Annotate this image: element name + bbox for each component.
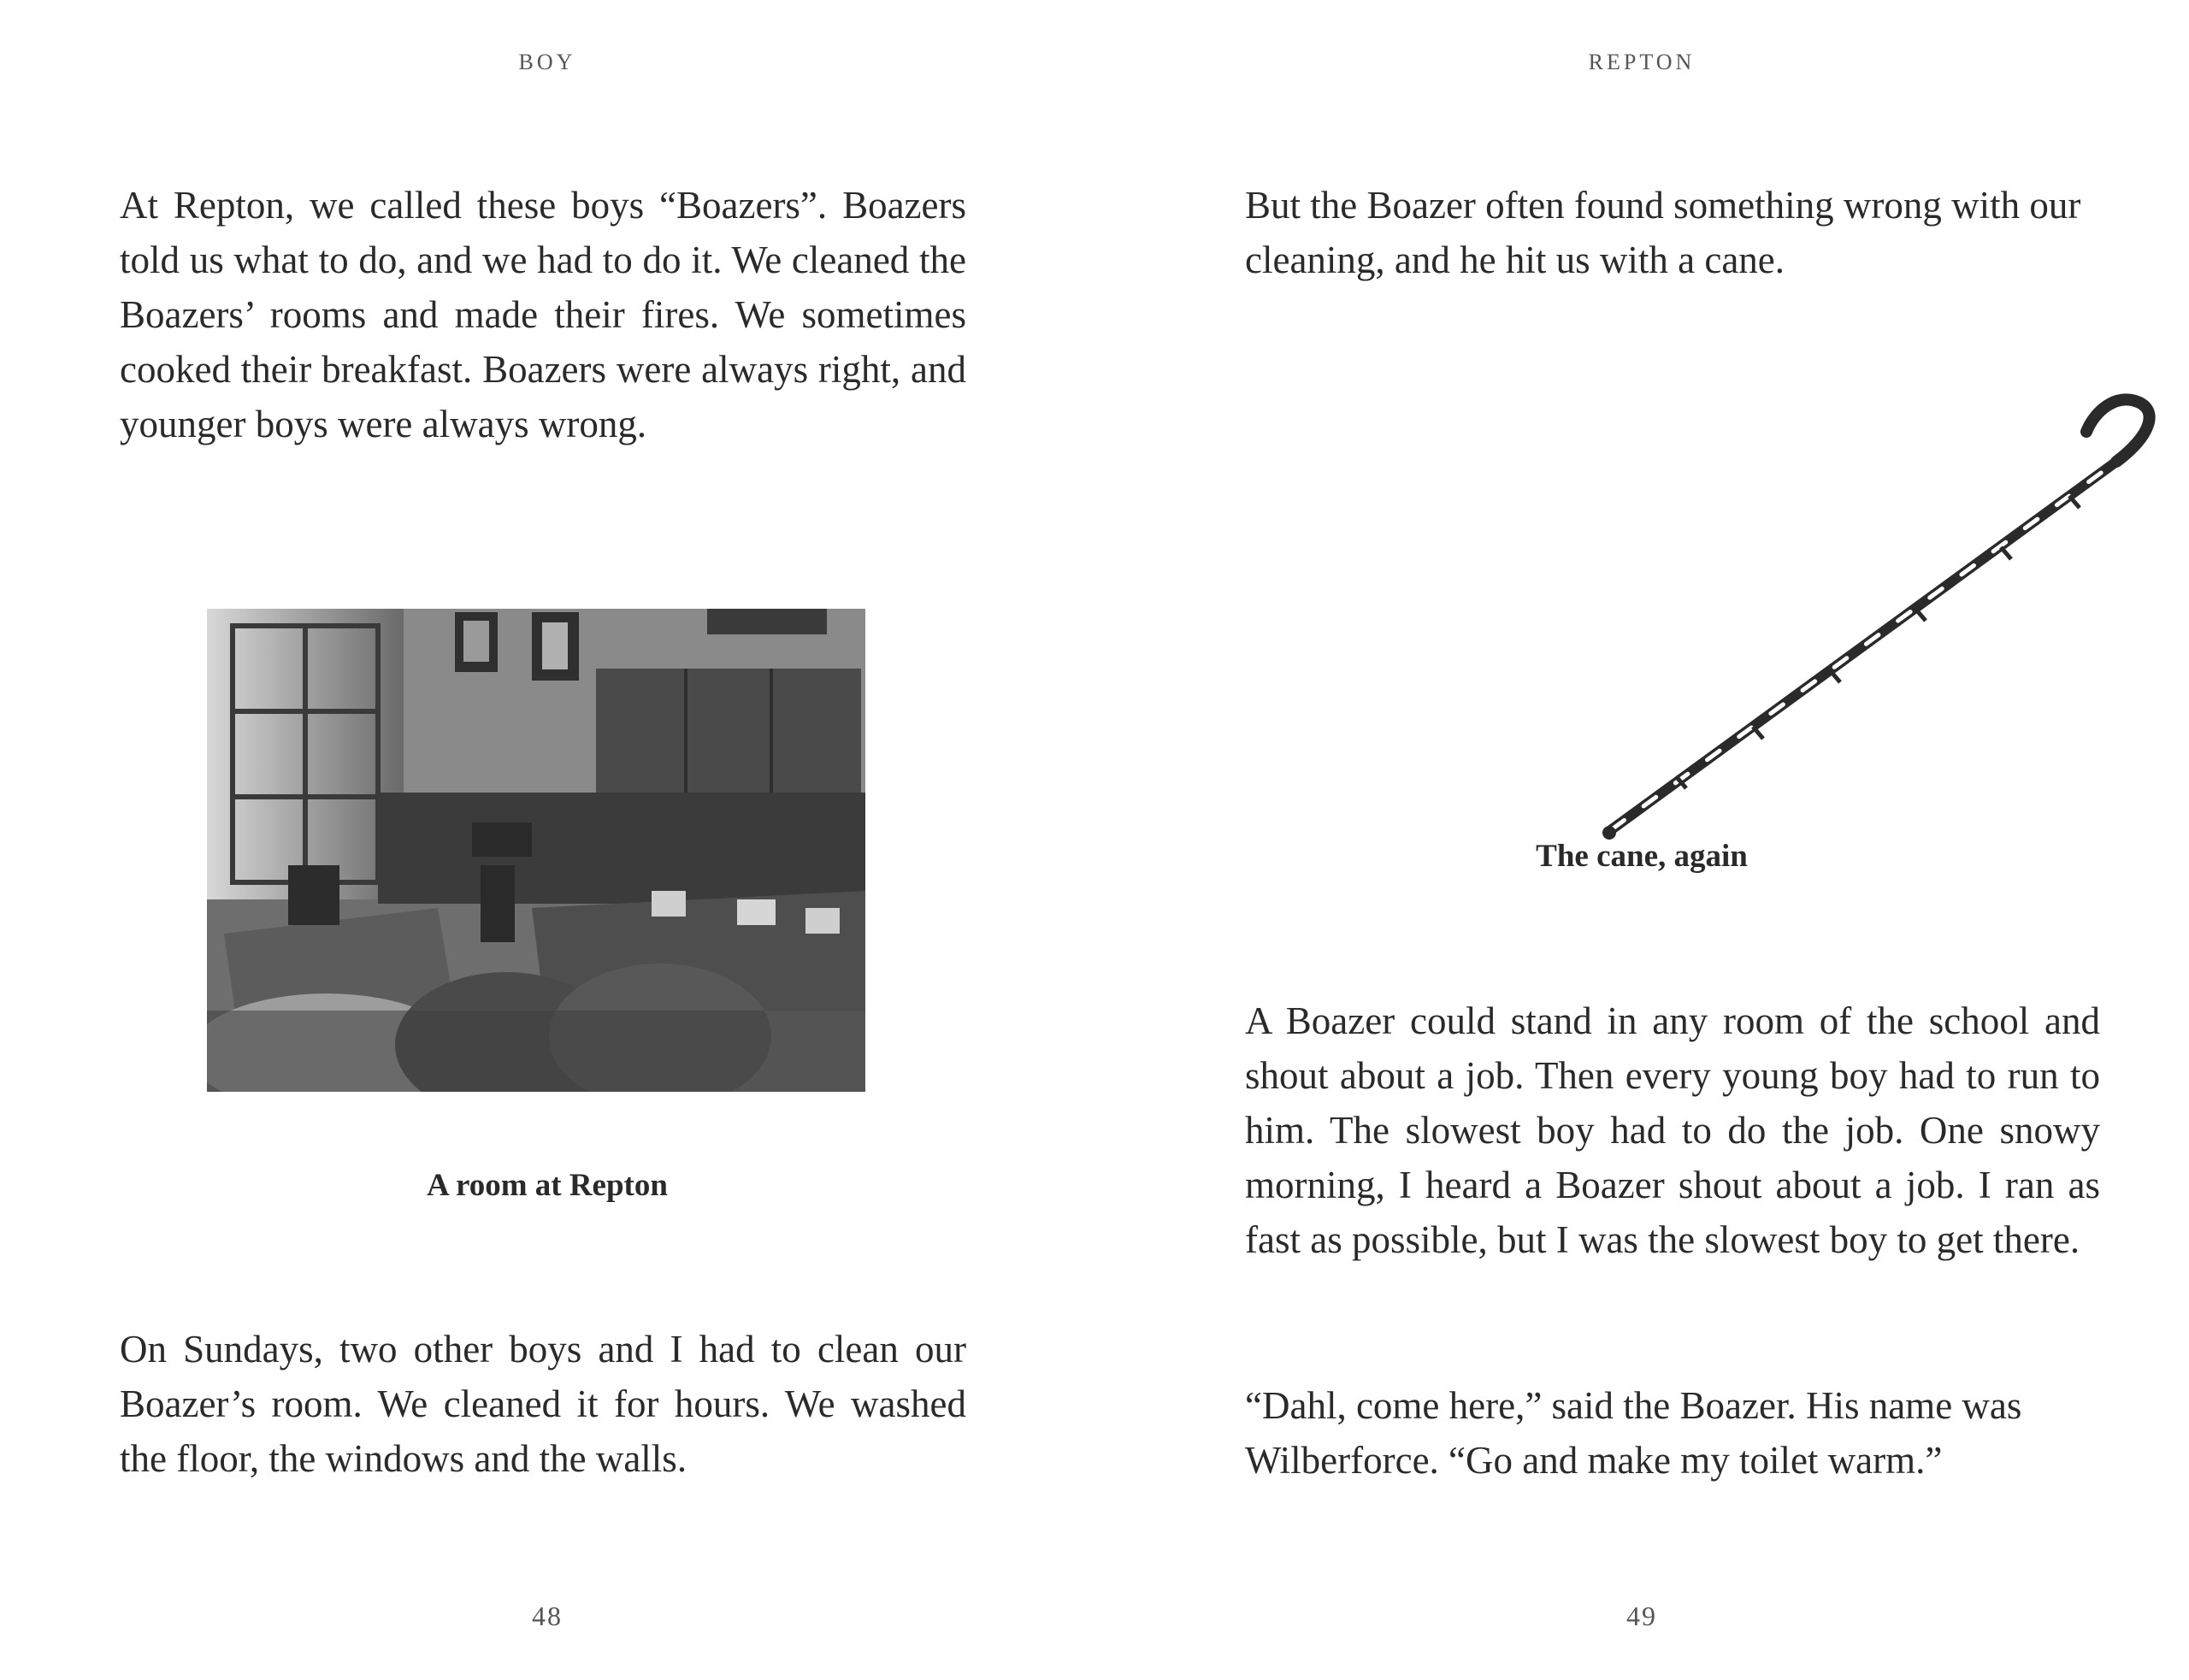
page-number: 49	[1626, 1600, 1657, 1631]
body-paragraph: “Dahl, come here,” said the Boazer. His name was Wilberforce. “Go and make my toilet warm.”	[1245, 1384, 2022, 1482]
cane-illustration	[1351, 393, 2189, 855]
right-page	[1094, 0, 2189, 1680]
illustration-caption: The cane, again	[1536, 839, 1748, 874]
body-paragraph: At Repton, we called these boys “Boazers”. Boazers told us what to do, and we had to do it. We cleaned the Boazers’ rooms and made their fires. We sometimes cooked their breakfast. Boazers were always right, and younger boys were always wrong.	[120, 184, 966, 445]
page-number: 48	[532, 1600, 563, 1631]
left-page	[0, 0, 1094, 1680]
body-paragraph: A Boazer could stand in any room of the school and shout about a job. Then every young boy had to run to him. The slowest boy had to do the job. One snowy morning, I heard a Boazer shout about a job. I ran as fast as possible, but I was the slowest boy to get there.	[1245, 999, 2100, 1261]
body-paragraph: On Sundays, two other boys and I had to clean our Boazer’s room. We cleaned it for hours. We washed the floor, the windows and the walls.	[120, 1328, 966, 1480]
room-photo	[207, 609, 865, 1092]
photo-caption: A room at Repton	[427, 1168, 668, 1203]
running-head: BOY	[518, 50, 576, 74]
body-paragraph: But the Boazer often found something wrong with our cleaning, and he hit us with a cane.	[1245, 184, 2081, 281]
running-head: REPTON	[1588, 50, 1696, 74]
